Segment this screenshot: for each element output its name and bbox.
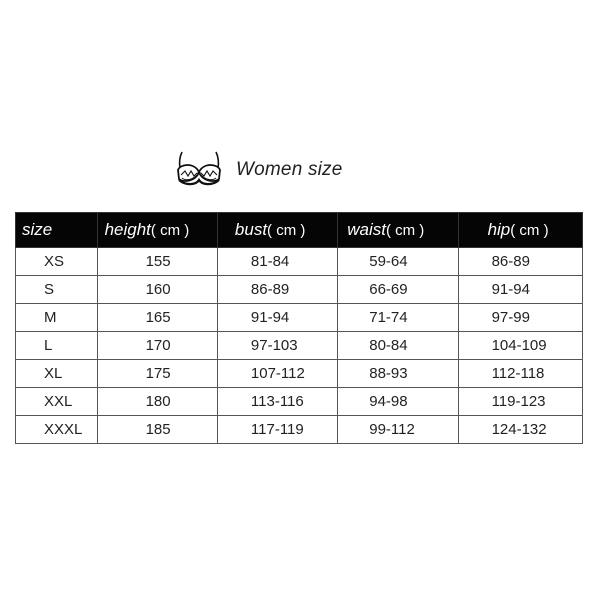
- hip-cell: 86-89: [458, 248, 582, 276]
- size-cell: M: [16, 304, 98, 332]
- height-cell: 160: [97, 276, 217, 304]
- chart-header: [176, 150, 343, 190]
- bust-cell: 86-89: [217, 276, 337, 304]
- table-header-row: [16, 213, 583, 248]
- bust-cell: 117-119: [217, 416, 337, 444]
- size-cell: XXL: [16, 388, 98, 416]
- height-cell: 155: [97, 248, 217, 276]
- waist-cell: 66-69: [338, 276, 458, 304]
- chart-title: Women size: [236, 159, 343, 180]
- waist-cell: 99-112: [338, 416, 458, 444]
- height-cell: 180: [97, 388, 217, 416]
- column-unit: ( cm ): [510, 222, 549, 239]
- bra-icon: [176, 151, 222, 189]
- height-cell: 185: [97, 416, 217, 444]
- waist-cell: 80-84: [338, 332, 458, 360]
- hip-cell: 124-132: [458, 416, 582, 444]
- waist-cell: 94-98: [338, 388, 458, 416]
- bust-cell: 81-84: [217, 248, 337, 276]
- height-cell: 170: [97, 332, 217, 360]
- waist-cell: 88-93: [338, 360, 458, 388]
- column-name: size: [22, 220, 53, 239]
- bust-cell: 97-103: [217, 332, 337, 360]
- hip-cell: 97-99: [458, 304, 582, 332]
- height-cell: 165: [97, 304, 217, 332]
- column-unit: ( cm ): [150, 222, 190, 239]
- column-unit: ( cm ): [267, 222, 306, 239]
- column-name: height: [104, 220, 151, 239]
- table-row: [16, 248, 583, 276]
- column-header-height: [97, 213, 217, 248]
- column-name: waist: [347, 220, 386, 239]
- size-cell: XS: [16, 248, 98, 276]
- column-header-waist: [338, 213, 458, 248]
- column-name: bust: [234, 220, 268, 239]
- column-unit: ( cm ): [385, 222, 425, 239]
- column-header-bust: [217, 213, 337, 248]
- size-table: [15, 212, 583, 444]
- table-row: [16, 276, 583, 304]
- column-header-size: [16, 213, 98, 248]
- waist-cell: 59-64: [338, 248, 458, 276]
- table-row: [16, 360, 583, 388]
- bust-cell: 113-116: [217, 388, 337, 416]
- column-name: hip: [487, 220, 511, 239]
- table-row: [16, 332, 583, 360]
- size-cell: XXXL: [16, 416, 98, 444]
- column-header-hip: [458, 213, 582, 248]
- table-row: [16, 304, 583, 332]
- bust-cell: 107-112: [217, 360, 337, 388]
- bust-cell: 91-94: [217, 304, 337, 332]
- hip-cell: 119-123: [458, 388, 582, 416]
- size-cell: L: [16, 332, 98, 360]
- size-cell: XL: [16, 360, 98, 388]
- hip-cell: 91-94: [458, 276, 582, 304]
- table-row: [16, 388, 583, 416]
- hip-cell: 112-118: [458, 360, 582, 388]
- waist-cell: 71-74: [338, 304, 458, 332]
- hip-cell: 104-109: [458, 332, 582, 360]
- size-cell: S: [16, 276, 98, 304]
- height-cell: 175: [97, 360, 217, 388]
- table-row: [16, 416, 583, 444]
